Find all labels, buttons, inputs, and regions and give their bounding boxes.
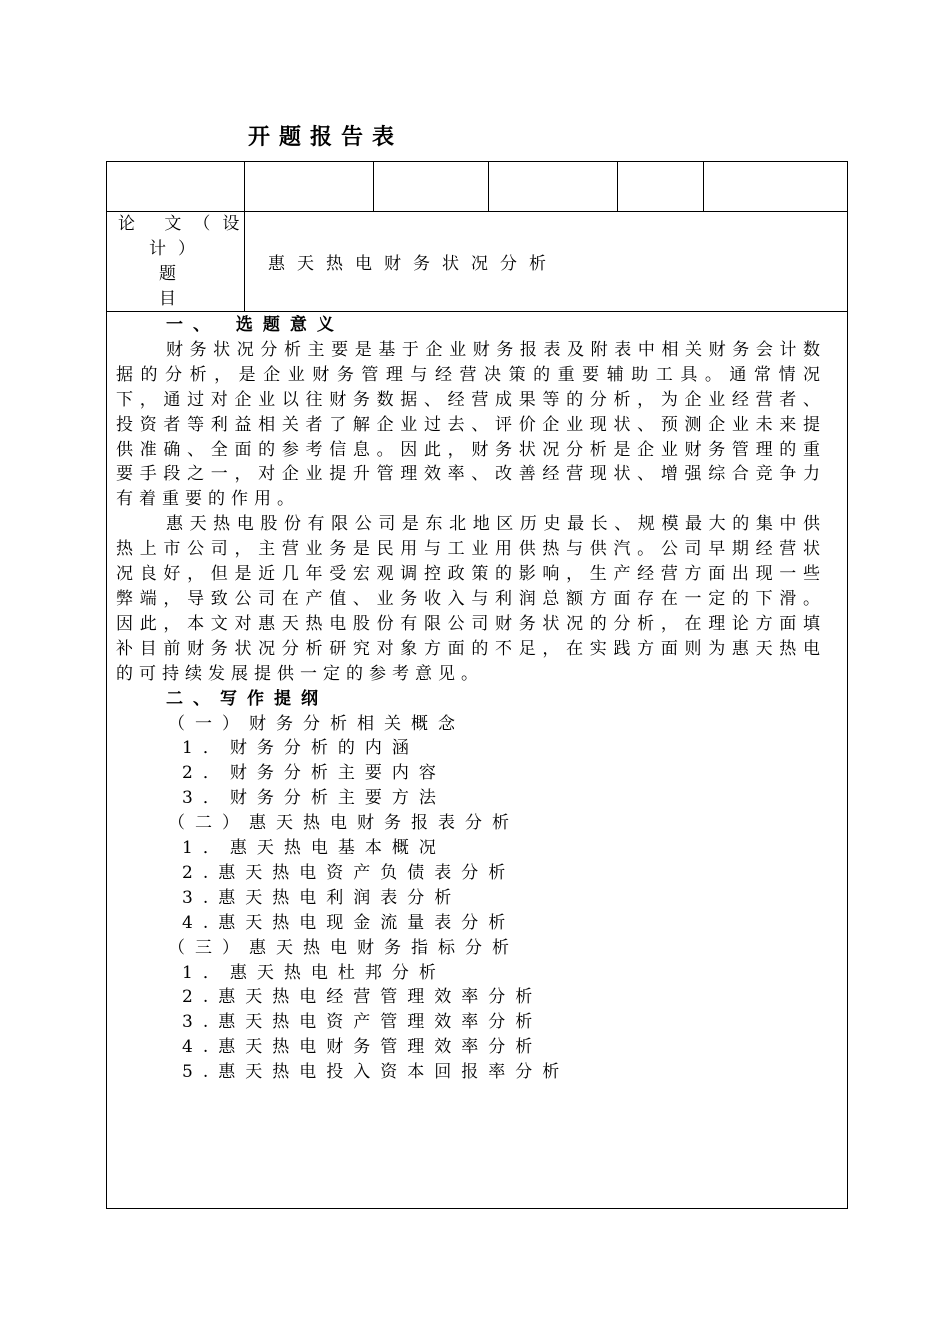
header-cell-empty	[245, 162, 373, 211]
content-cell	[116, 313, 826, 1085]
outline-part-title: （一）财务分析相关概念	[168, 713, 465, 734]
outline-part-title: （二）惠天热电财务报表分析	[168, 813, 519, 834]
header-cell-empty	[489, 162, 617, 211]
label-line: 论 文（设	[118, 214, 252, 234]
outline-item: 4.惠天热电财务管理效率分析	[182, 1037, 543, 1058]
outline-item: 3.惠天热电利润表分析	[182, 887, 462, 908]
paragraph: 惠天热电股份有限公司是东北地区历史最长、规模最大的集中供热上市公司，主营业务是民用与工业用供热与供汽。公司早期经营状况良好，但是近几年受宏观调控政策的影响，生产经营方面出现一些弊端，导致公司在产值、业务收入与利润总额方面存在一定的下滑。因此，本文对惠天热电股份有限公司财务状况的分析，在理论方面填补目前财务状况分析研究对象方面的不足，在实践方面则为惠天热电的可持续发展提供一定的参考意见。	[116, 514, 826, 684]
table-row-divider-2	[106, 311, 848, 312]
outline-item: 5.惠天热电投入资本回报率分析	[182, 1062, 570, 1083]
outline-item: 1．财务分析的内涵	[182, 738, 419, 759]
paragraph: 财务状况分析主要是基于企业财务报表及附表中相关财务会计数据的分析，是企业财务管理与经营决策的重要辅助工具。通常情况下，通过对企业以往财务数据、经营成果等的分析，为企业经营者、投资者等利益相关者了解企业过去、评价企业现状、预测企业未来提供准确、全面的参考信息。因此，财务状况分析是企业财务管理的重要手段之一，对企业提升管理效率、改善经营现状、增强综合竞争力有着重要的作用。	[116, 339, 826, 510]
outline-item: 2．财务分析主要内容	[182, 763, 446, 784]
header-cell-empty	[374, 162, 488, 211]
header-cell-empty	[107, 162, 244, 211]
outline-part-title: （三）惠天热电财务指标分析	[168, 937, 519, 958]
outline-item: 2.惠天热电经营管理效率分析	[182, 987, 543, 1008]
outline-item: 3.惠天热电资产管理效率分析	[182, 1012, 543, 1033]
label-line: 计）	[149, 239, 207, 259]
table-border-bottom	[106, 1208, 848, 1209]
section-heading: 一、 选题意义	[166, 315, 344, 335]
header-cell-empty	[704, 162, 847, 211]
outline-item: 3．财务分析主要方法	[182, 788, 446, 809]
table-border-left	[106, 161, 107, 1209]
label-line: 题	[159, 264, 188, 284]
section-heading: 二、写作提纲	[166, 688, 328, 709]
page-title: 开题报告表	[248, 124, 404, 150]
outline-item: 4.惠天热电现金流量表分析	[182, 912, 516, 933]
outline-item: 2.惠天热电资产负债表分析	[182, 862, 516, 883]
outline-item: 1．惠天热电杜邦分析	[182, 962, 446, 983]
outline-item: 1．惠天热电基本概况	[182, 838, 446, 859]
thesis-title-label	[107, 212, 252, 310]
label-line: 目	[159, 289, 188, 309]
table-border-right	[847, 161, 848, 1209]
thesis-title-value: 惠天热电财务状况分析	[268, 254, 558, 274]
header-cell-empty	[618, 162, 703, 211]
